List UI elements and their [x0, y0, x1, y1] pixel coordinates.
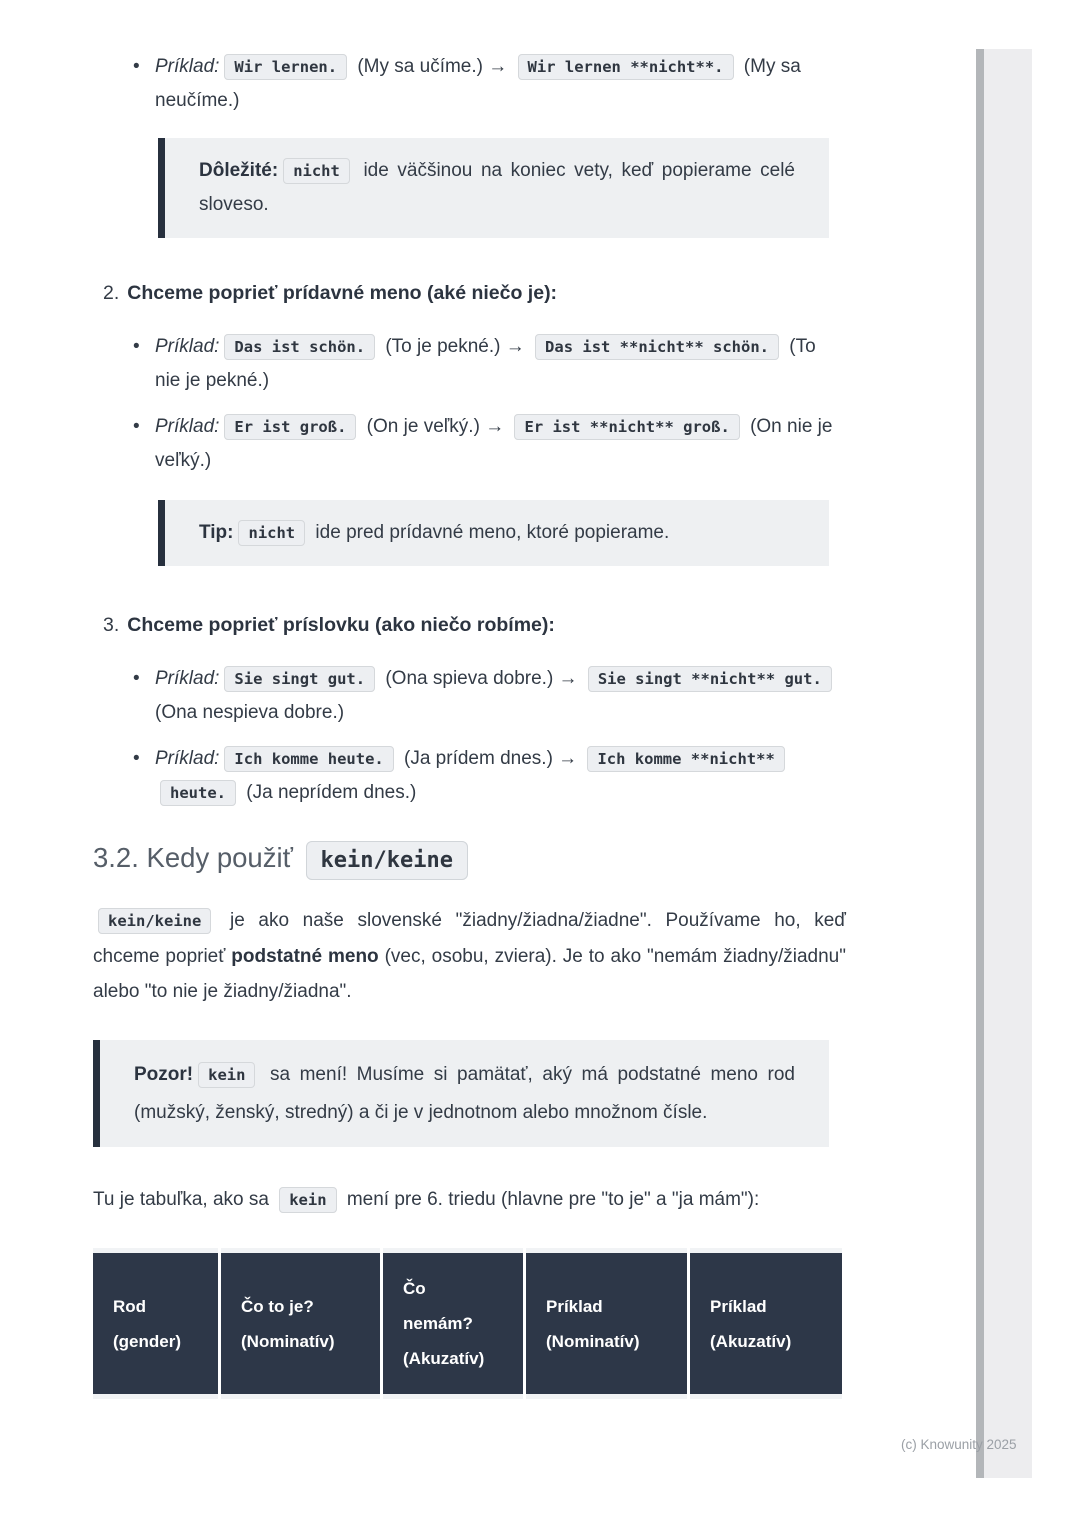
callout-tip: [158, 500, 829, 566]
table-header-row: [93, 1253, 846, 1394]
table-header-cell: Príklad (Nominatív): [526, 1253, 687, 1394]
bullet-list-adjective: [93, 330, 846, 478]
heading-adjective: [93, 276, 846, 310]
callout-tip-text: Tip: nicht ide pred prídavné meno, ktoré popierame.: [199, 522, 669, 543]
heading-number: 3.: [103, 614, 120, 636]
scrollbar-track[interactable]: [976, 49, 1032, 1478]
list-item: • Príklad: Ich komme heute. (Ja prídem dnes.) → Ich komme **nicht** heute. (Ja neprídem dnes.): [93, 742, 846, 810]
paragraph-table-intro: Tu je tabuľka, ako sa kein mení pre 6. triedu (hlavne pre "to je" a "ja mám"):: [93, 1182, 846, 1218]
callout-important-text: Dôležité: nicht ide väčšinou na koniec vety, keď popierame celé sloveso.: [199, 160, 795, 215]
kein-declension-table: [93, 1248, 846, 1399]
heading-text: Chceme poprieť príslovku (ako niečo robíme):: [127, 614, 555, 636]
table-header-cell: Príklad (Akuzatív): [690, 1253, 842, 1394]
heading-text: Chceme poprieť prídavné meno (aké niečo je):: [127, 282, 558, 304]
list-item: • Príklad: Wir lernen. (My sa učíme.) → Wir lernen **nicht**. (My sa neučíme.): [93, 50, 846, 118]
table-next-row-sliver: [93, 1394, 846, 1399]
table-header-cell: Rod (gender): [93, 1253, 218, 1394]
callout-pozor-text: Pozor! kein sa mení! Musíme si pamätať, aký má podstatné meno rod (mužský, ženský, stredný) a či je v jednotnom alebo množnom čísle.: [134, 1064, 795, 1123]
table-header-cell: Čo to je? (Nominatív): [221, 1253, 380, 1394]
list-item: • Príklad: Sie singt gut. (Ona spieva dobre.) → Sie singt **nicht** gut. (Ona nespieva dobre.): [93, 662, 846, 730]
callout-important: [158, 138, 829, 238]
table-header-cell: Čo nemám? (Akuzatív): [383, 1253, 523, 1394]
list-item: • Príklad: Das ist schön. (To je pekné.) → Das ist **nicht** schön. (To nie je pekné.): [93, 330, 846, 398]
bullet-list-adverb: [93, 662, 846, 810]
document-content: [93, 0, 846, 1399]
paragraph-kein: kein/keine je ako naše slovenské "žiadny/žiadna/žiadne". Používame ho, keď chceme poprieť podstatné meno (vec, osobu, zviera). Je to ako "nemám žiadny/žiadnu" alebo "to nie je žiadny/žiadna".: [93, 910, 846, 1002]
heading-adverb: [93, 608, 846, 642]
bullet-list-verb: [93, 50, 846, 118]
copyright-label: (c) Knowunity 2025: [901, 1437, 1017, 1452]
section-heading-3-2: 3.2. Kedy použiť kein/keine: [93, 836, 846, 883]
callout-pozor: [93, 1040, 829, 1147]
list-item: • Príklad: Er ist groß. (On je veľký.) → Er ist **nicht** groß. (On nie je veľký.): [93, 410, 846, 478]
heading-number: 2.: [103, 282, 120, 304]
